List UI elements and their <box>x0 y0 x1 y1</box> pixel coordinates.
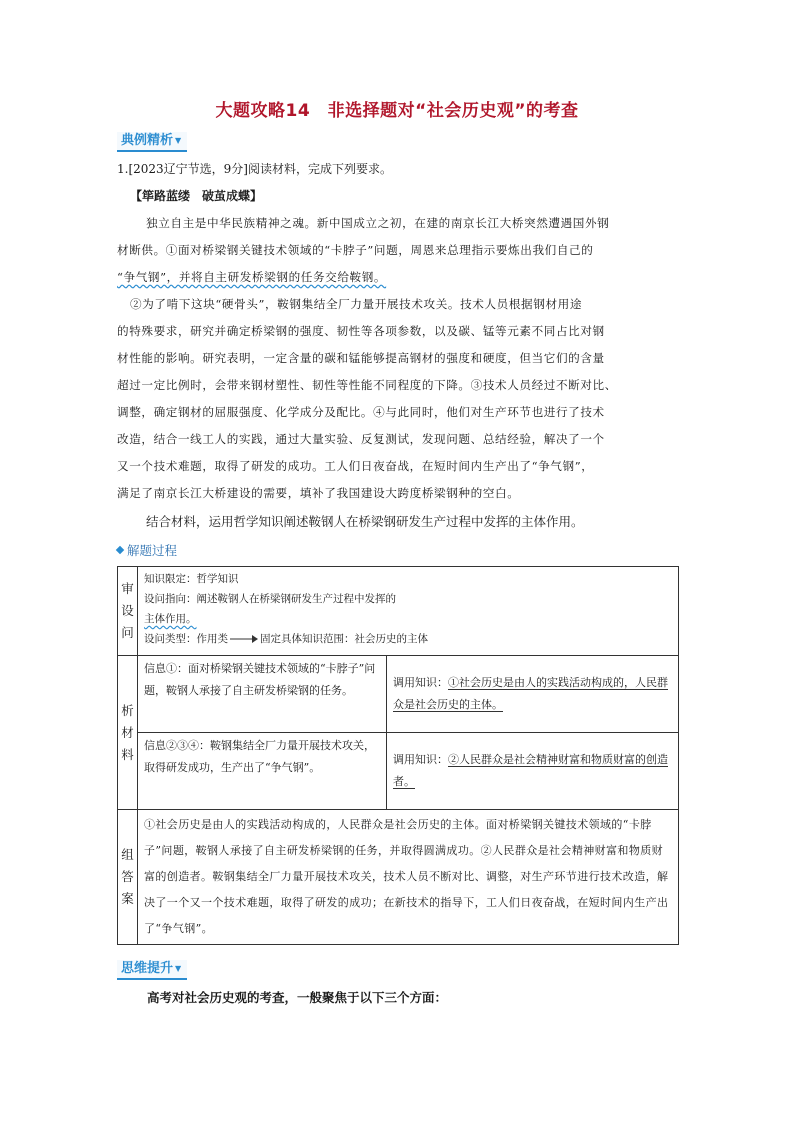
process-table <box>117 566 679 945</box>
knowledge-scope: 固定具体知识范围：社会历史的主体 <box>260 633 428 645</box>
question-analysis-cell <box>138 567 679 656</box>
knowledge-cell-1 <box>387 656 679 733</box>
question-text: 结合材料，运用哲学知识阐述鞍钢人在桥梁钢研发生产过程中发挥的主体作用。 <box>146 514 584 529</box>
chevron-down-icon: ▼ <box>175 136 182 145</box>
knowledge-prefix: 调用知识： <box>393 676 448 689</box>
arrow-right-icon <box>230 633 258 645</box>
knowledge-text: ①社会历史是由人的实践活动构成的，人民群众是社会历史的主体。 <box>393 676 668 711</box>
material-line: ②为了啃下这块“硬骨头”，鞍钢集结全厂力量开展技术攻关。技术人员根据钢材用途 <box>130 297 583 311</box>
material-line: 材断供。①面对桥梁钢关键技术领域的“卡脖子”问题，周恩来总理指示要炼出我们自己的 <box>117 243 594 257</box>
table-row <box>118 810 679 945</box>
knowledge-cell-2 <box>387 733 679 810</box>
material-line: 超过一定比例时，会带来钢材塑性、韧性等性能不同程度的下降。③技术人员经过不断对比、 <box>117 378 617 392</box>
material-line: 改造，结合一线工人的实践，通过大量实验、反复测试，发现问题、总结经验，解决了一个 <box>117 432 605 446</box>
section-process <box>117 541 177 559</box>
material-line: 调整，确定钢材的屈服强度、化学成分及配比。④与此同时，他们对生产环节也进行了技术 <box>117 405 605 419</box>
section-tag-thinking <box>117 960 187 980</box>
section-tag-example <box>117 132 187 152</box>
chevron-down-icon: ▼ <box>175 964 182 973</box>
table-row <box>118 567 679 656</box>
material-line: 满足了南京长江大桥建设的需要，填补了我国建设大跨度桥梁钢种的空白。 <box>117 486 520 500</box>
question-type: 设问类型：作用类 <box>144 633 228 645</box>
row-header-zu: 组答案 <box>118 810 138 945</box>
final-line: 高考对社会历史观的考查，一般聚焦于以下三个方面： <box>147 990 448 1005</box>
table-row <box>118 733 679 810</box>
question-direction-cont: 主体作用。 <box>144 613 197 625</box>
info-cell-2: 信息②③④：鞍钢集结全厂力量开展技术攻关，取得研发成功，生产出了“争气钢”。 <box>138 733 387 810</box>
material-line: 的特殊要求，研究并确定桥梁钢的强度、韧性等各项参数，以及碳、锰等元素不同占比对钢 <box>117 324 605 338</box>
page-title: 大题攻略14 非选择题对“社会历史观”的考查 <box>215 101 579 121</box>
answer-cell: ①社会历史是由人的实践活动构成的，人民群众是社会历史的主体。面对桥梁钢关键技术领域的“卡脖子”问题，鞍钢人承接了自主研发桥梁钢的任务，并取得圆满成功。②人民群众是社会精神财富和物质财富的创造者。鞍钢集结全厂力量开展技术攻关，技术人员不断对比、调整，对生产环节进行技术改造，解决了一个又一个技术难题，取得了研发的成功；在新技术的指导下，工人们日夜奋战，在短时间内生产出了“争气钢”。 <box>138 810 679 945</box>
section-tag-label: 思维提升 <box>121 961 174 976</box>
section-process-label: 解题过程 <box>127 543 178 558</box>
section-tag-label: 典例精析 <box>121 133 174 148</box>
row-header-xi: 析材料 <box>118 656 138 810</box>
material-line: 又一个技术难题，取得了研发的成功。工人们日夜奋战，在短时间内生产出了“争气钢”， <box>117 459 594 473</box>
question-direction: 设问指向：阐述鞍钢人在桥梁钢研发生产过程中发挥的 <box>144 593 396 605</box>
table-row <box>118 656 679 733</box>
material-line: 材性能的影响。研究表明，一定含量的碳和锰能够提高钢材的强度和硬度，但当它们的含量 <box>117 351 605 365</box>
material-title: 【筚路蓝缕 破茧成蝶】 <box>130 189 263 203</box>
material-line: “争气钢”，并将自主研发桥梁钢的任务交给鞍钢。 <box>117 270 387 284</box>
knowledge-prefix: 调用知识： <box>393 753 448 766</box>
material-line: 独立自主是中华民族精神之魂。新中国成立之初，在建的南京长江大桥突然遭遇国外钢 <box>146 216 610 230</box>
row-header-shen: 审设问 <box>118 567 138 656</box>
info-cell-1: 信息①：面对桥梁钢关键技术领域的“卡脖子”问题，鞍钢人承接了自主研发桥梁钢的任务。 <box>138 656 387 733</box>
knowledge-text: ②人民群众是社会精神财富和物质财富的创造者。 <box>393 753 668 788</box>
question-type-row <box>144 629 672 649</box>
knowledge-limit: 知识限定：哲学知识 <box>144 573 239 585</box>
question-head: 1.[2023辽宁节选，9分]阅读材料，完成下列要求。 <box>117 162 392 176</box>
diamond-icon <box>116 546 124 554</box>
